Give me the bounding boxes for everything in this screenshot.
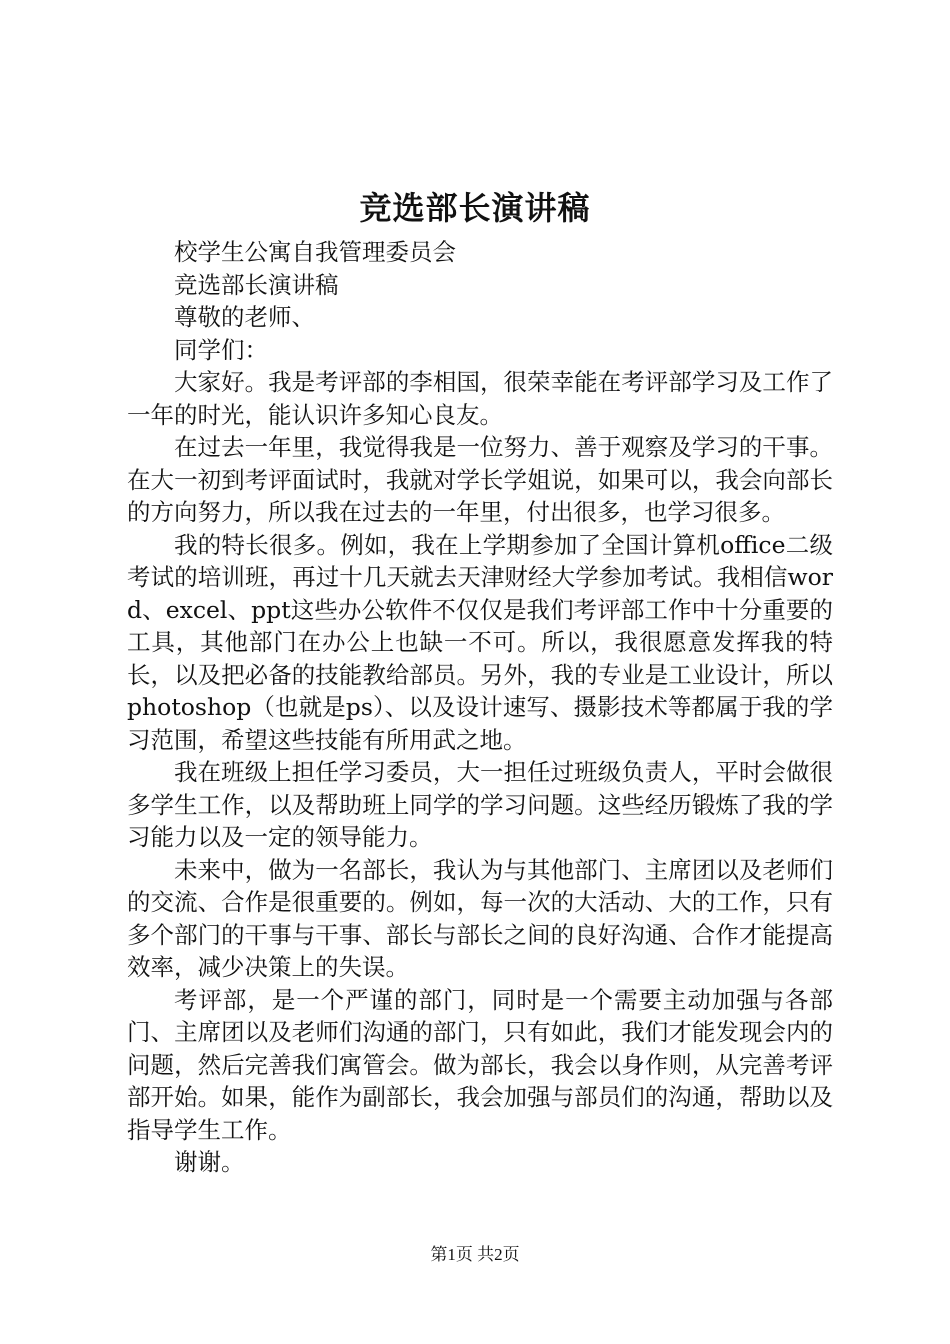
paragraph-past-year: 在过去一年里，我觉得我是一位努力、善于观察及学习的干事。在大一初到考评面试时，我就对学长学姐说，如果可以，我会向部长的方向努力，所以我在过去的一年里，付出很多，也学习很多。 xyxy=(127,433,833,526)
paragraph-subtitle: 竞选部长演讲稿 xyxy=(174,270,339,299)
paragraph-future: 未来中，做为一名部长，我认为与其他部门、主席团以及老师们的交流、合作是很重要的。例如，每一次的大活动、大的工作，只有多个部门的干事与干事、部长与部长之间的良好沟通、合作才能提高效率，减少决策上的失误。 xyxy=(127,855,833,981)
paragraph-organization: 校学生公寓自我管理委员会 xyxy=(174,238,456,266)
paragraph-thanks: 谢谢。 xyxy=(174,1148,245,1176)
paragraph-greeting: 大家好。我是考评部的李相国，很荣幸能在考评部学习及工作了一年的时光，能认识许多知心良友。 xyxy=(127,368,833,429)
paragraph-skills: 我的特长很多。例如，我在上学期参加了全国计算机office二级考试的培训班，再过十几天就去天津财经大学参加考试。我相信word、excel、ppt这些办公软件不仅仅是我们考评部工作中十分重要的工具，其他部门在办公上也缺一不可。所以，我很愿意发挥我的特长，以及把必备的技能教给部员。另外，我的专业是工业设计，所以photoshop（也就是ps）、以及设计速写、摄影技术等都属于我的学习范围，希望这些技能有所用武之地。 xyxy=(127,530,833,754)
paragraph-department: 考评部，是一个严谨的部门，同时是一个需要主动加强与各部门、主席团以及老师们沟通的部门，只有如此，我们才能发现会内的问题，然后完善我们寓管会。做为部长，我会以身作则，从完善考评部开始。如果，能作为副部长，我会加强与部员们的沟通，帮助以及指导学生工作。 xyxy=(127,985,833,1144)
paragraph-salutation-teachers: 尊敬的老师、 xyxy=(174,303,315,331)
paragraph-salutation-students: 同学们： xyxy=(174,335,268,364)
paragraph-class-experience: 我在班级上担任学习委员，大一担任过班级负责人，平时会做很多学生工作，以及帮助班上同学的学习问题。这些经历锻炼了我的学习能力以及一定的领导能力。 xyxy=(127,758,833,851)
document-title: 竞选部长演讲稿 xyxy=(359,189,591,227)
document-body xyxy=(127,236,833,1179)
page-number-footer: 第1页 共2页 xyxy=(430,1245,520,1264)
